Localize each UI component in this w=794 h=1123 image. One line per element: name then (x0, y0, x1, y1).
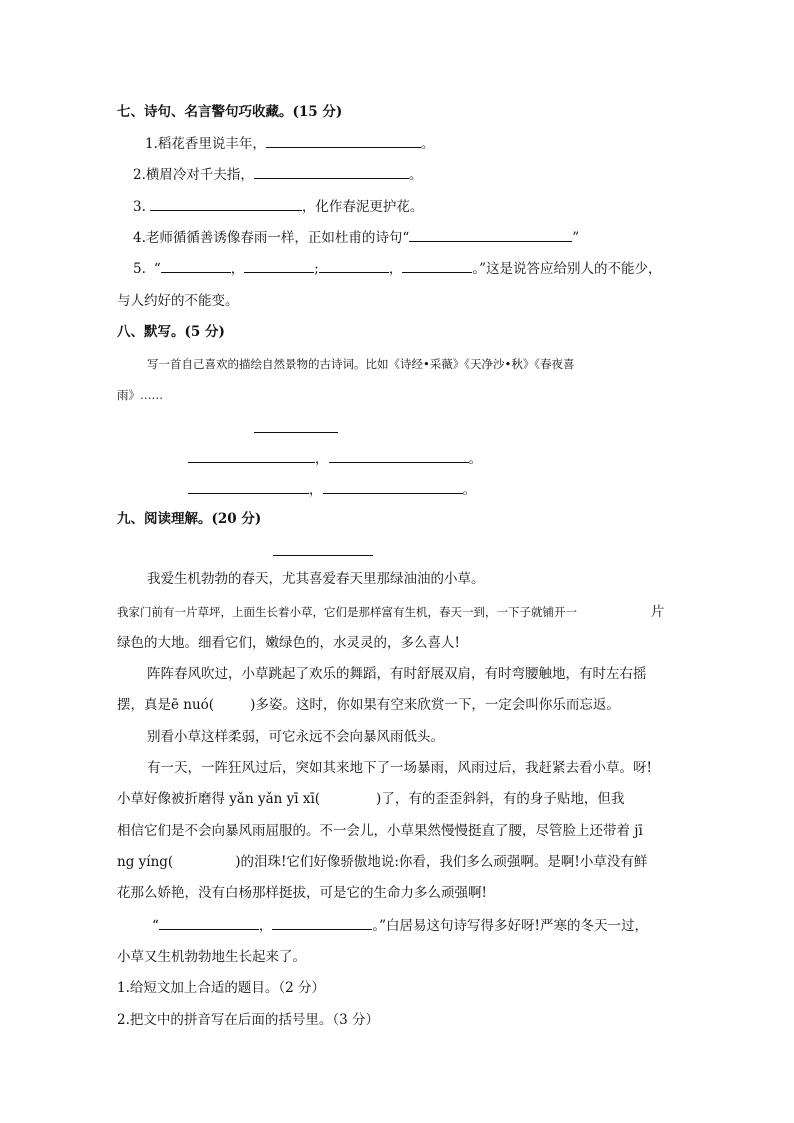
paragraph-2-line-1-end: 片 (651, 604, 665, 620)
answer-blank[interactable] (159, 916, 259, 930)
q-number: 2. (133, 167, 146, 183)
question-9-2: 2.把文中的拼音写在后面的括号里。（3 分） (117, 1012, 380, 1028)
q-number: 3. (133, 199, 146, 215)
text: )的泪珠!它们好像骄傲地说:你看，我们多么顽强啊。是啊!小草没有鲜 (235, 854, 648, 870)
text: )了，有的歪歪斜斜，有的身子贴地，但我 (376, 791, 625, 807)
paragraph-6-line-1 (152, 916, 648, 935)
answer-blank[interactable] (254, 165, 409, 179)
answer-blank[interactable] (319, 259, 389, 273)
paragraph-5-line-2 (117, 790, 624, 808)
question-7-5-continued: 与人约好的不能变。 (117, 293, 239, 309)
paragraph-3-line-2 (117, 696, 620, 714)
comma: ， (388, 261, 403, 277)
answer-blank[interactable] (150, 197, 302, 211)
q-end: ，化作春泥更护花。 (301, 199, 424, 215)
article-title-blank[interactable] (273, 555, 373, 556)
comma: ， (315, 451, 329, 467)
paragraph-4: 别看小草这样柔弱，可它永远不会向暴风雨低头。 (147, 729, 444, 745)
period: 。 (462, 482, 476, 498)
question-7-3 (133, 197, 423, 216)
section7-heading: 七、诗句、名言警句巧收藏。(15 分) (117, 104, 343, 120)
answer-blank[interactable] (409, 228, 572, 242)
q-number: 1. (145, 136, 158, 152)
q-end: 。 (408, 167, 423, 183)
section8-instruction: 写一首自己喜欢的描绘自然景物的古诗词。比如《诗经•采薇》《天净沙•秋》《春夜喜 (147, 357, 575, 371)
paragraph-2-line-2: 绿色的大地。细看它们，嫩绿色的，水灵灵的，多么喜人! (117, 635, 460, 651)
q-number: 4. (133, 230, 146, 246)
q-text: 老师循循善诱像春雨一样，正如杜甫的诗句“ (145, 230, 410, 246)
text: 小草好像被折磨得 yǎn yǎn yī xī( (117, 791, 321, 807)
period: 。 (468, 451, 482, 467)
paragraph-6-line-2: 小草又生机勃勃地生长起来了。 (117, 949, 306, 965)
section8-heading: 八、默写。(5 分) (117, 324, 225, 340)
paragraph-5-line-5: 花那么娇艳，没有白杨那样挺拔，可是它的生命力多么顽强啊! (117, 885, 487, 901)
q-end: 。 (420, 136, 435, 152)
semicolon: ; (314, 261, 319, 277)
question-7-4 (133, 228, 579, 247)
q-text: 稻花香里说丰年， (157, 136, 266, 152)
comma: ， (258, 918, 273, 934)
answer-blank[interactable] (402, 259, 472, 273)
answer-blank[interactable] (323, 480, 463, 494)
answer-blank[interactable] (188, 480, 309, 494)
answer-blank[interactable] (272, 916, 372, 930)
paragraph-2-line-1: 我家门前有一片草坪，上面生长着小草，它们是那样富有生机，春天一到，一下子就铺开一 (117, 605, 577, 619)
text: 。”白居易这句诗写得多好呀!严寒的冬天一过， (372, 918, 648, 934)
question-7-2 (133, 165, 422, 184)
question-7-5 (133, 259, 662, 278)
poem-line-2 (188, 480, 476, 499)
question-7-1 (145, 134, 434, 153)
open-quote: “ (152, 918, 159, 934)
answer-blank[interactable] (244, 259, 314, 273)
q-end: 。”这是说答应给别人的不能少， (472, 261, 662, 277)
answer-blank[interactable] (161, 259, 231, 273)
paragraph-5-line-1: 有一天，一阵狂风过后，突如其来地下了一场暴雨，风雨过后，我赶紧去看小草。呀! (147, 760, 652, 776)
paragraph-5-line-4 (117, 853, 647, 871)
poem-line-1 (188, 449, 482, 468)
answer-blank[interactable] (266, 134, 421, 148)
section9-heading: 九、阅读理解。(20 分) (117, 511, 262, 527)
text: ng yíng( (117, 854, 174, 870)
poem-title-blank[interactable] (254, 432, 338, 433)
comma: ， (230, 261, 245, 277)
text: 摆，真是ē nuó( (117, 697, 215, 713)
q-number: 5. (133, 261, 146, 277)
text: )多姿。这时，你如果有空来欣赏一下，一定会叫你乐而忘返。 (250, 697, 620, 713)
paragraph-5-line-3: 相信它们是不会向暴风雨屈服的。不一会儿，小草果然慢慢挺直了腰，尽管脸上还带着 jī (117, 823, 643, 839)
section8-instruction-cont: 雨》…… (117, 388, 163, 402)
paragraph-3-line-1: 阵阵春风吹过，小草跳起了欢乐的舞蹈，有时舒展双肩，有时弯腰触地，有时左右摇 (147, 666, 647, 682)
open-quote: “ (153, 261, 161, 277)
q-end: ” (572, 230, 580, 246)
question-9-1: 1.给短文加上合适的题目。（2 分） (117, 980, 326, 996)
paragraph-1: 我爱生机勃勃的春天，尤其喜爱春天里那绿油油的小草。 (147, 571, 485, 587)
q-text: 横眉冷对千夫指， (145, 167, 254, 183)
comma: ， (309, 482, 323, 498)
answer-blank[interactable] (188, 449, 315, 463)
answer-blank[interactable] (329, 449, 469, 463)
